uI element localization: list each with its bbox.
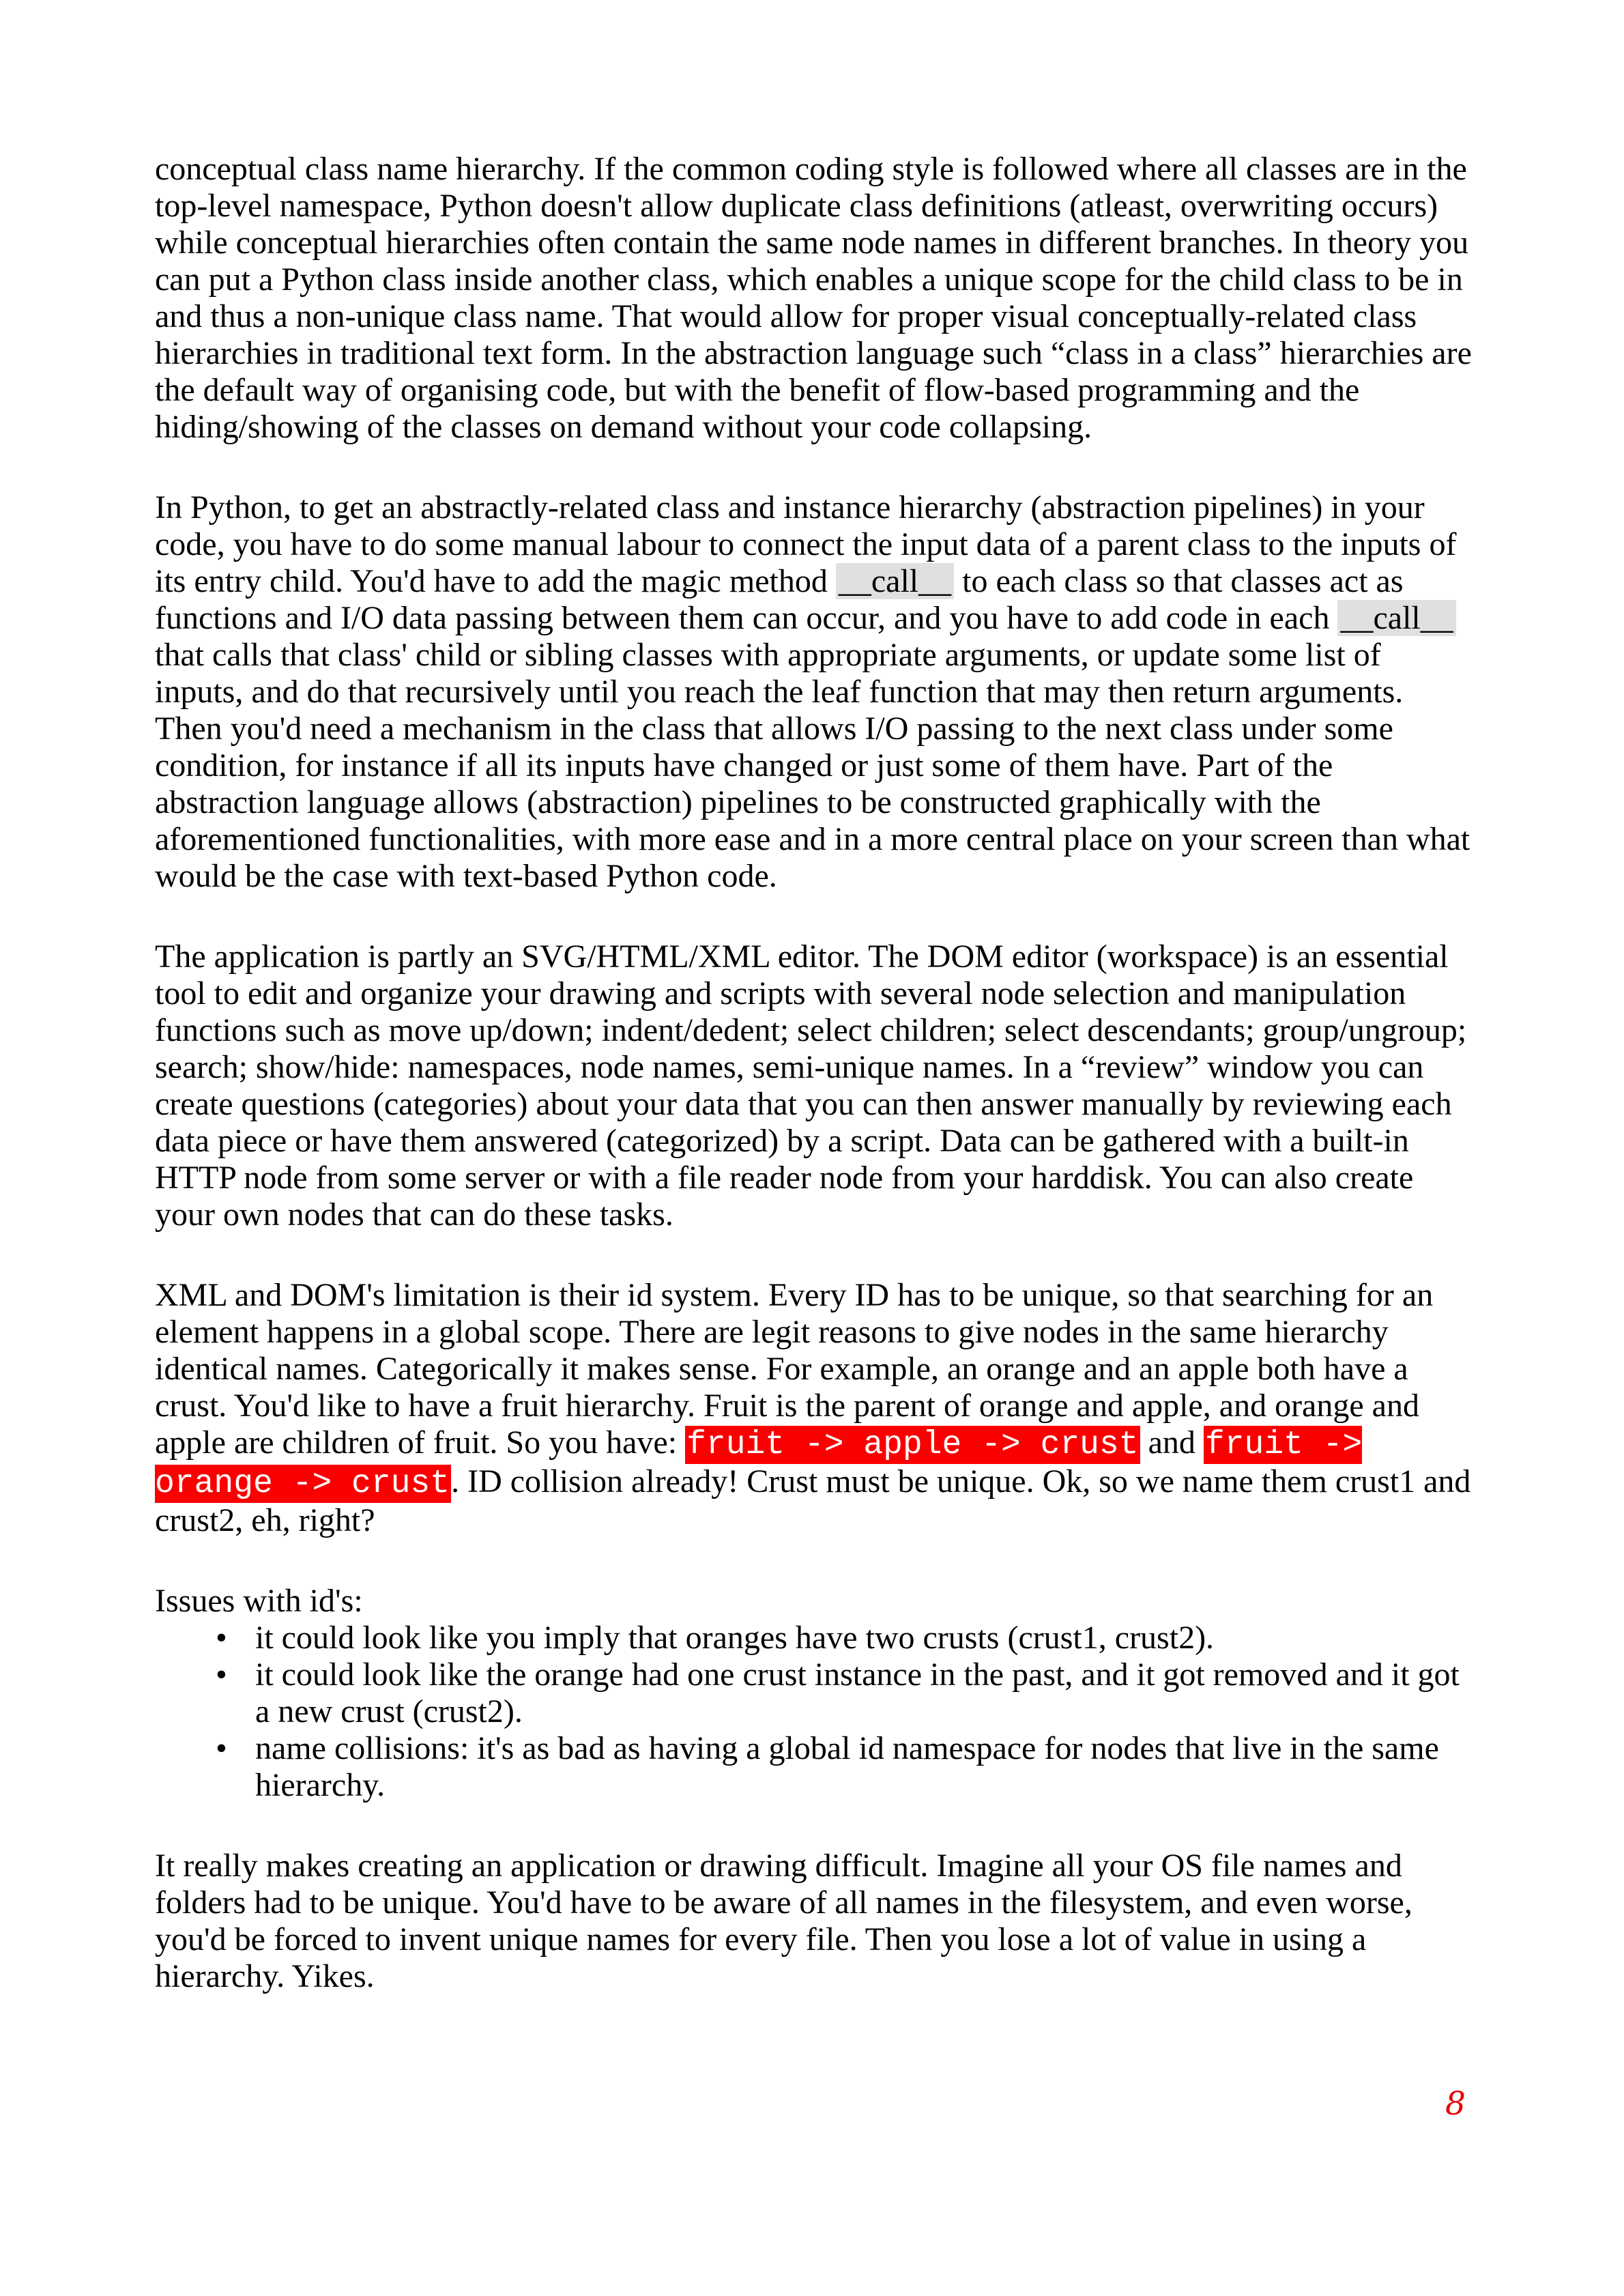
issues-list-intro [155,1583,1472,1620]
body-paragraph-4 [155,1277,1472,1539]
page-number: 8 [1445,2085,1466,2123]
body-paragraph-1 [155,151,1472,446]
text-run: Issues with id's: [155,1583,363,1619]
text-run: that calls that class' child or sibling classes with appropriate arguments, or update some list of inputs, and do that recursively until you reach the leaf function that may then return arguments. Then you'd need a mechanism in the class that allows I/O passing to the next class under some condition, for instance if all its inputs have changed or just some of them have. Part of the abstraction language allows (abstraction) pipelines to be constructed graphically with the aforementioned functionalities, with more ease and in a more central place on your screen than what would be the case with text-based Python code. [155,637,1470,894]
body-paragraph-6 [155,1848,1472,1995]
bullet-icon: • [216,1656,227,1693]
bullet-icon: • [216,1620,227,1656]
text-run: . ID collision already! Crust must be unique. Ok, so we name them crust1 and crust2, eh, right? [155,1463,1471,1538]
text-run: XML and DOM's limitation is their id system. Every ID has to be unique, so that searching for an element happens in a global scope. There are legit reasons to give nodes in the same hierarchy identical names. Categorically it makes sense. For example, an orange and an apple both have a crust. You'd like to have a fruit hierarchy. Fruit is the parent of orange and apple, and orange and apple are children of fruit. So you have: [155,1277,1434,1461]
text-run: conceptual class name hierarchy. If the common coding style is followed where all classes are in the top-level namespace, Python doesn't allow duplicate class definitions (atleast, overwriting occurs) while conceptual hierarchies often contain the same node names in different branches. In theory you can put a Python class inside another class, which enables a unique scope for the child class to be in and thus a non-unique class name. That would allow for proper visual conceptually-related class hierarchies in traditional text form. In the abstraction language such “class in a class” hierarchies are the default way of organising code, but with the benefit of flow-based programming and the hiding/showing of the classes on demand without your code collapsing. [155,151,1472,445]
body-paragraph-3 [155,938,1472,1233]
body-paragraph-2 [155,489,1472,895]
fruit-apple-crust-code: fruit -> apple -> crust [686,1426,1139,1463]
list-item [155,1730,1472,1804]
bullet-icon: • [216,1730,227,1766]
list-item [155,1620,1472,1656]
list-item-text: it could look like you imply that oranges have two crusts (crust1, crust2). [255,1620,1215,1656]
list-item-text: name collisions: it's as bad as having a global id namespace for nodes that live in the same hierarchy. [255,1730,1439,1803]
text-run: and [1140,1424,1204,1461]
fruit-orange-crust-code: fruit -> orange -> crust [155,1426,1363,1502]
text-run: to each class so that classes act as functions and I/O data passing between them can occur, and you have to add code in each [155,563,1404,636]
magic-method-call-highlight: __call__ [1337,600,1455,636]
list-item-text: it could look like the orange had one crust instance in the past, and it got removed and it got a new crust (crust2). [255,1656,1460,1730]
magic-method-call-highlight: __call__ [836,563,954,599]
issues-list [155,1620,1472,1804]
text-run: It really makes creating an application or drawing difficult. Imagine all your OS file names and folders had to be unique. You'd have to be aware of all names in the filesystem, and even worse, you'd be forced to invent unique names for every file. Then you lose a lot of value in using a hierarchy. Yikes. [155,1848,1412,1994]
document-body [155,151,1472,1995]
text-run: In Python, to get an abstractly-related class and instance hierarchy (abstraction pipelines) in your code, you have to do some manual labour to connect the input data of a parent class to the inputs of its entry child. You'd have to add the magic method [155,489,1457,599]
list-item [155,1656,1472,1730]
text-run: The application is partly an SVG/HTML/XML editor. The DOM editor (workspace) is an essential tool to edit and organize your drawing and scripts with several node selection and manipulation functions such as move up/down; indent/dedent; select children; select descendants; group/ungroup; search; show/hide: namespaces, node names, semi-unique names. In a “review” window you can create questions (categories) about your data that you can then answer manually by reviewing each data piece or have them answered (categorized) by a script. Data can be gathered with a built-in HTTP node from some server or with a file reader node from your harddisk. You can also create your own nodes that can do these tasks. [155,938,1467,1233]
